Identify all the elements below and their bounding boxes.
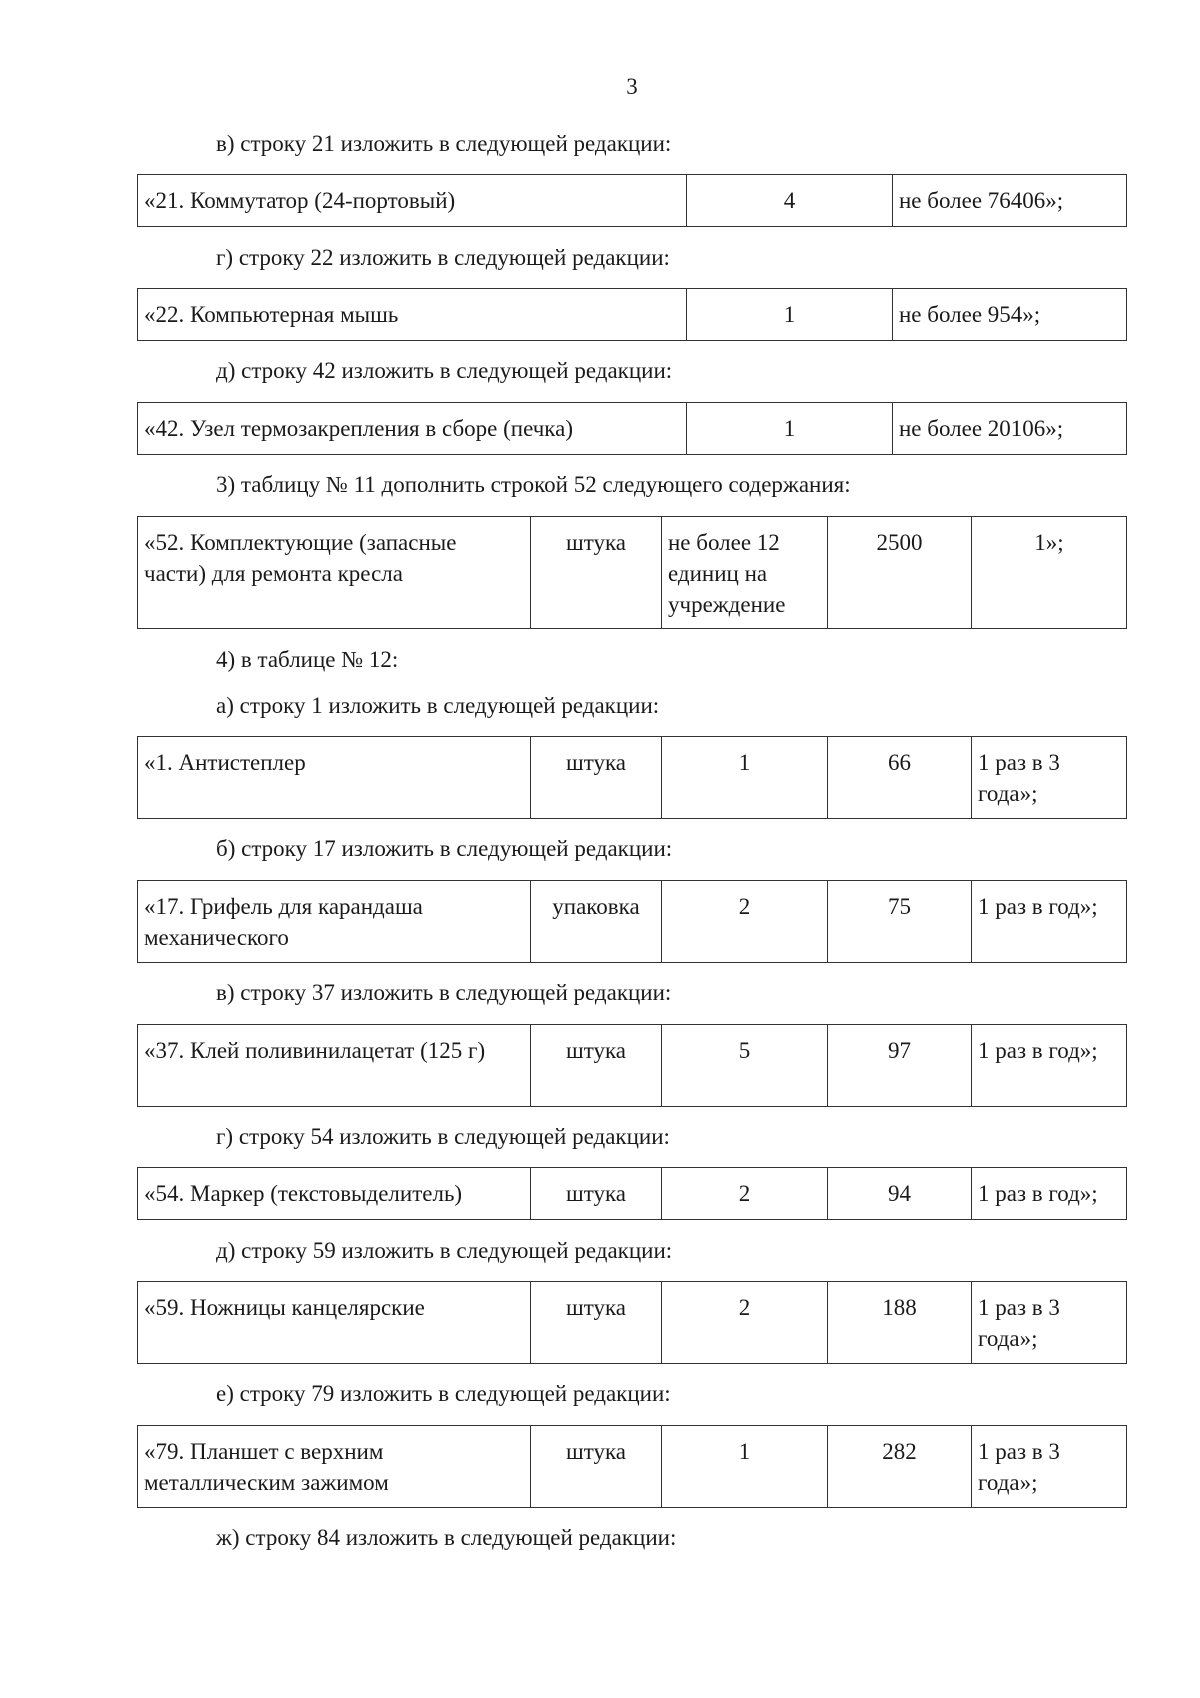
paragraph: 4) в таблице № 12: xyxy=(216,647,399,672)
paragraph: в) строку 21 изложить в следующей редакции: xyxy=(216,131,672,156)
table-row-52 xyxy=(137,516,1127,629)
table-row-59 xyxy=(137,1281,1127,1364)
table-cell-period: 1 раз в год»; xyxy=(972,1025,1127,1107)
table-cell-name: «52. Комплектующие (запасные части) для ремонта кресла xyxy=(138,517,531,629)
paragraph: г) строку 22 изложить в следующей редакции: xyxy=(216,245,670,270)
table-cell-quantity: 1 xyxy=(687,289,893,341)
table-cell-name: «22. Компьютерная мышь xyxy=(138,289,687,341)
paragraph: а) строку 1 изложить в следующей редакции: xyxy=(216,693,660,718)
table-row-42 xyxy=(137,402,1127,455)
table-cell-name: «59. Ножницы канцелярские xyxy=(138,1282,531,1364)
table-cell-quantity: 1 xyxy=(662,1426,828,1508)
paragraph: г) строку 54 изложить в следующей редакции: xyxy=(216,1124,670,1149)
table-cell-quantity: 1 xyxy=(687,403,893,455)
table-cell-quantity: 1 xyxy=(662,737,828,819)
paragraph: б) строку 17 изложить в следующей редакции: xyxy=(216,836,673,861)
table-cell-period: 1 раз в год»; xyxy=(972,881,1127,963)
paragraph: д) строку 42 изложить в следующей редакции: xyxy=(216,358,673,383)
table-cell-price: не более 76406»; xyxy=(893,175,1127,227)
table-row-22 xyxy=(137,288,1127,341)
table-cell-period: 1 раз в 3 года»; xyxy=(972,1426,1127,1508)
table-cell-period: 1 раз в 3 года»; xyxy=(972,737,1127,819)
table-cell-quantity: не более 12 единиц на учреждение xyxy=(662,517,828,629)
table-cell-unit: упаковка xyxy=(531,881,662,963)
page-number: 3 xyxy=(626,74,638,99)
table-cell-quantity: 2 xyxy=(662,1168,828,1220)
table-row-17 xyxy=(137,880,1127,963)
table-cell-price: не более 20106»; xyxy=(893,403,1127,455)
table-cell-price: не более 954»; xyxy=(893,289,1127,341)
table-cell-unit: штука xyxy=(531,1282,662,1364)
table-row-1 xyxy=(137,736,1127,819)
paragraph: 3) таблицу № 11 дополнить строкой 52 следующего содержания: xyxy=(216,472,851,497)
table-row-37 xyxy=(137,1024,1127,1107)
table-row-54 xyxy=(137,1167,1127,1220)
table-row-79 xyxy=(137,1425,1127,1508)
table-cell-price: 188 xyxy=(828,1282,972,1364)
table-cell-price: 282 xyxy=(828,1426,972,1508)
table-cell-name: «1. Антистеплер xyxy=(138,737,531,819)
table-cell-name: «79. Планшет с верхним металлическим зажимом xyxy=(138,1426,531,1508)
paragraph: ж) строку 84 изложить в следующей редакции: xyxy=(216,1525,677,1550)
table-cell-unit: штука xyxy=(531,1025,662,1107)
table-cell-period: 1»; xyxy=(972,517,1127,629)
table-cell-quantity: 2 xyxy=(662,1282,828,1364)
table-cell-unit: штука xyxy=(531,1426,662,1508)
table-cell-unit: штука xyxy=(531,517,662,629)
paragraph: в) строку 37 изложить в следующей редакции: xyxy=(216,980,672,1005)
table-cell-price: 97 xyxy=(828,1025,972,1107)
table-cell-price: 75 xyxy=(828,881,972,963)
table-cell-name: «37. Клей поливинилацетат (125 г) xyxy=(138,1025,531,1107)
table-cell-quantity: 2 xyxy=(662,881,828,963)
table-cell-unit: штука xyxy=(531,737,662,819)
paragraph: д) строку 59 изложить в следующей редакции: xyxy=(216,1238,673,1263)
table-cell-unit: штука xyxy=(531,1168,662,1220)
table-cell-name: «17. Грифель для карандаша механического xyxy=(138,881,531,963)
table-cell-name: «42. Узел термозакрепления в сборе (печка) xyxy=(138,403,687,455)
paragraph: е) строку 79 изложить в следующей редакции: xyxy=(216,1381,671,1406)
table-cell-price: 2500 xyxy=(828,517,972,629)
table-cell-period: 1 раз в 3 года»; xyxy=(972,1282,1127,1364)
table-cell-quantity: 5 xyxy=(662,1025,828,1107)
table-cell-price: 66 xyxy=(828,737,972,819)
table-cell-quantity: 4 xyxy=(687,175,893,227)
table-cell-name: «54. Маркер (текстовыделитель) xyxy=(138,1168,531,1220)
table-cell-price: 94 xyxy=(828,1168,972,1220)
table-row-21 xyxy=(137,174,1127,227)
table-cell-name: «21. Коммутатор (24-портовый) xyxy=(138,175,687,227)
table-cell-period: 1 раз в год»; xyxy=(972,1168,1127,1220)
